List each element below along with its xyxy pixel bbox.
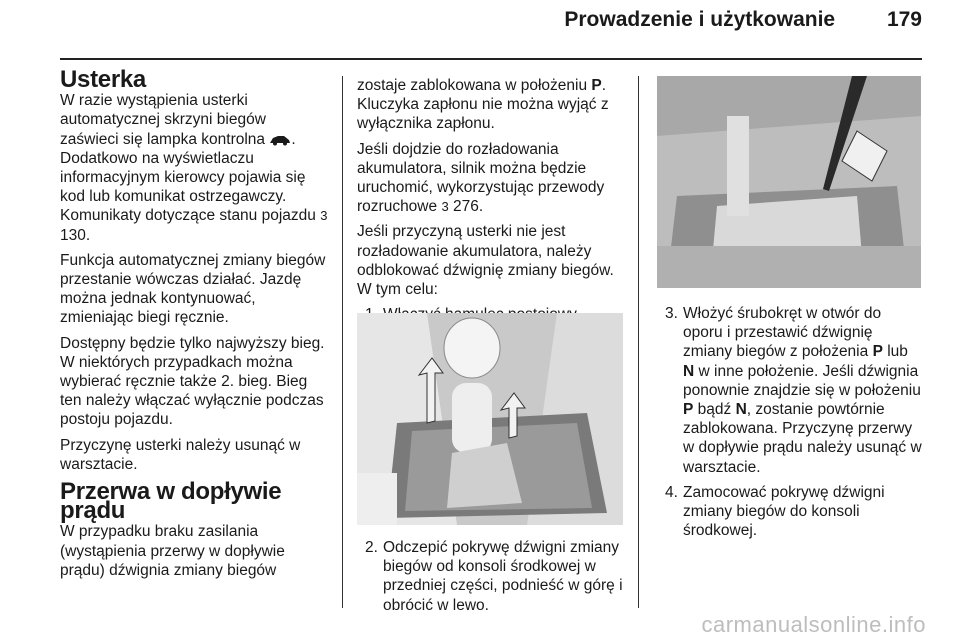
paragraph-auto-off: Funkcja automatycznej zmiany biegów przestanie wówczas działać. Jazdę można jednak kontynuować, zmieniając biegi ręcznie.	[60, 251, 326, 327]
screwdriver-figure	[657, 76, 921, 288]
car-warning-icon	[269, 134, 291, 146]
paragraph-locked: zostaje zablokowana w położeniu P. Kluczyka zapłonu nie można wyjąć z wyłącznika zapłonu.	[357, 77, 609, 133]
gear-lever-figure	[357, 313, 623, 525]
column-1	[60, 66, 328, 586]
paragraph-power-failure: W przypadku braku zasilania (wystąpienia przerwy w dopływie prądu) dźwignia zmiany biegów	[60, 523, 285, 579]
paragraph-battery: Jeśli dojdzie do rozładowania akumulatora, silnik można będzie uruchomić, wykorzystując przewody rozruchowe 3 276.	[357, 140, 605, 216]
paragraph-gears: Dostępny będzie tylko najwyższy bieg. W niektórych przypadkach można wybierać ręcznie także 2. bieg. Bieg ten należy włączać wyłącznie podczas postoju pojazdu.	[60, 334, 325, 429]
step-3: 3. Włożyć śrubokręt w otwór do oporu i przestawić dźwignię zmiany biegów z położenia P lub N w inne położenie. Jeśli dźwignia ponownie znajdzie się w położeniu P bądź N, zostanie powtórnie zablokowana. Przyczynę przerwy w dopływie prądu należy usunąć w warsztacie.	[665, 305, 922, 476]
paragraph-workshop: Przyczynę usterki należy usunąć w warsztacie.	[60, 436, 301, 473]
step-2: 2. Odczepić pokrywę dźwigni zmiany biegów od konsoli środkowej w przedniej części, podnieść w górę i obrócić w lewo.	[365, 539, 623, 614]
column-divider	[342, 76, 343, 608]
column-2-lower	[357, 538, 623, 621]
page-ref-276[interactable]: 276.	[452, 198, 484, 216]
paragraph-unlock: Jeśli przyczyną usterki nie jest rozładowanie akumulatora, należy odblokować dźwignię zmiany biegów. W tym celu:	[357, 223, 614, 299]
paragraph-fault-intro: W razie wystąpienia usterki automatycznej skrzyni biegów zaświeci się lampka kontrolna . Dodatkowo na wyświetlaczu informacyjnym kierowcy pojawia się kod lub komunikat ostrzegawczy. Komunikaty dotyczące stanu pojazdu 3 130.	[60, 92, 328, 244]
heading-fault: Usterka	[60, 66, 146, 93]
steps-list-2	[357, 538, 623, 615]
column-2	[357, 76, 623, 330]
column-3	[657, 304, 923, 546]
page-header	[564, 8, 922, 32]
page-ref-icon: 3	[320, 208, 328, 224]
header-rule	[60, 58, 922, 60]
column-divider	[638, 76, 639, 608]
steps-list-3	[657, 304, 923, 540]
footer-watermark: carmanualsonline.info	[701, 612, 926, 637]
heading-power-failure: Przerwa w dopływie prądu	[60, 478, 282, 525]
step-4: 4. Zamocować pokrywę dźwigni zmiany biegów do konsoli środkowej.	[665, 483, 885, 540]
page-number: 179	[886, 8, 922, 31]
section-title: Prowadzenie i użytkowanie	[564, 8, 836, 31]
page-ref-icon: 3	[441, 199, 449, 215]
page-ref-130[interactable]: 130.	[60, 226, 91, 244]
